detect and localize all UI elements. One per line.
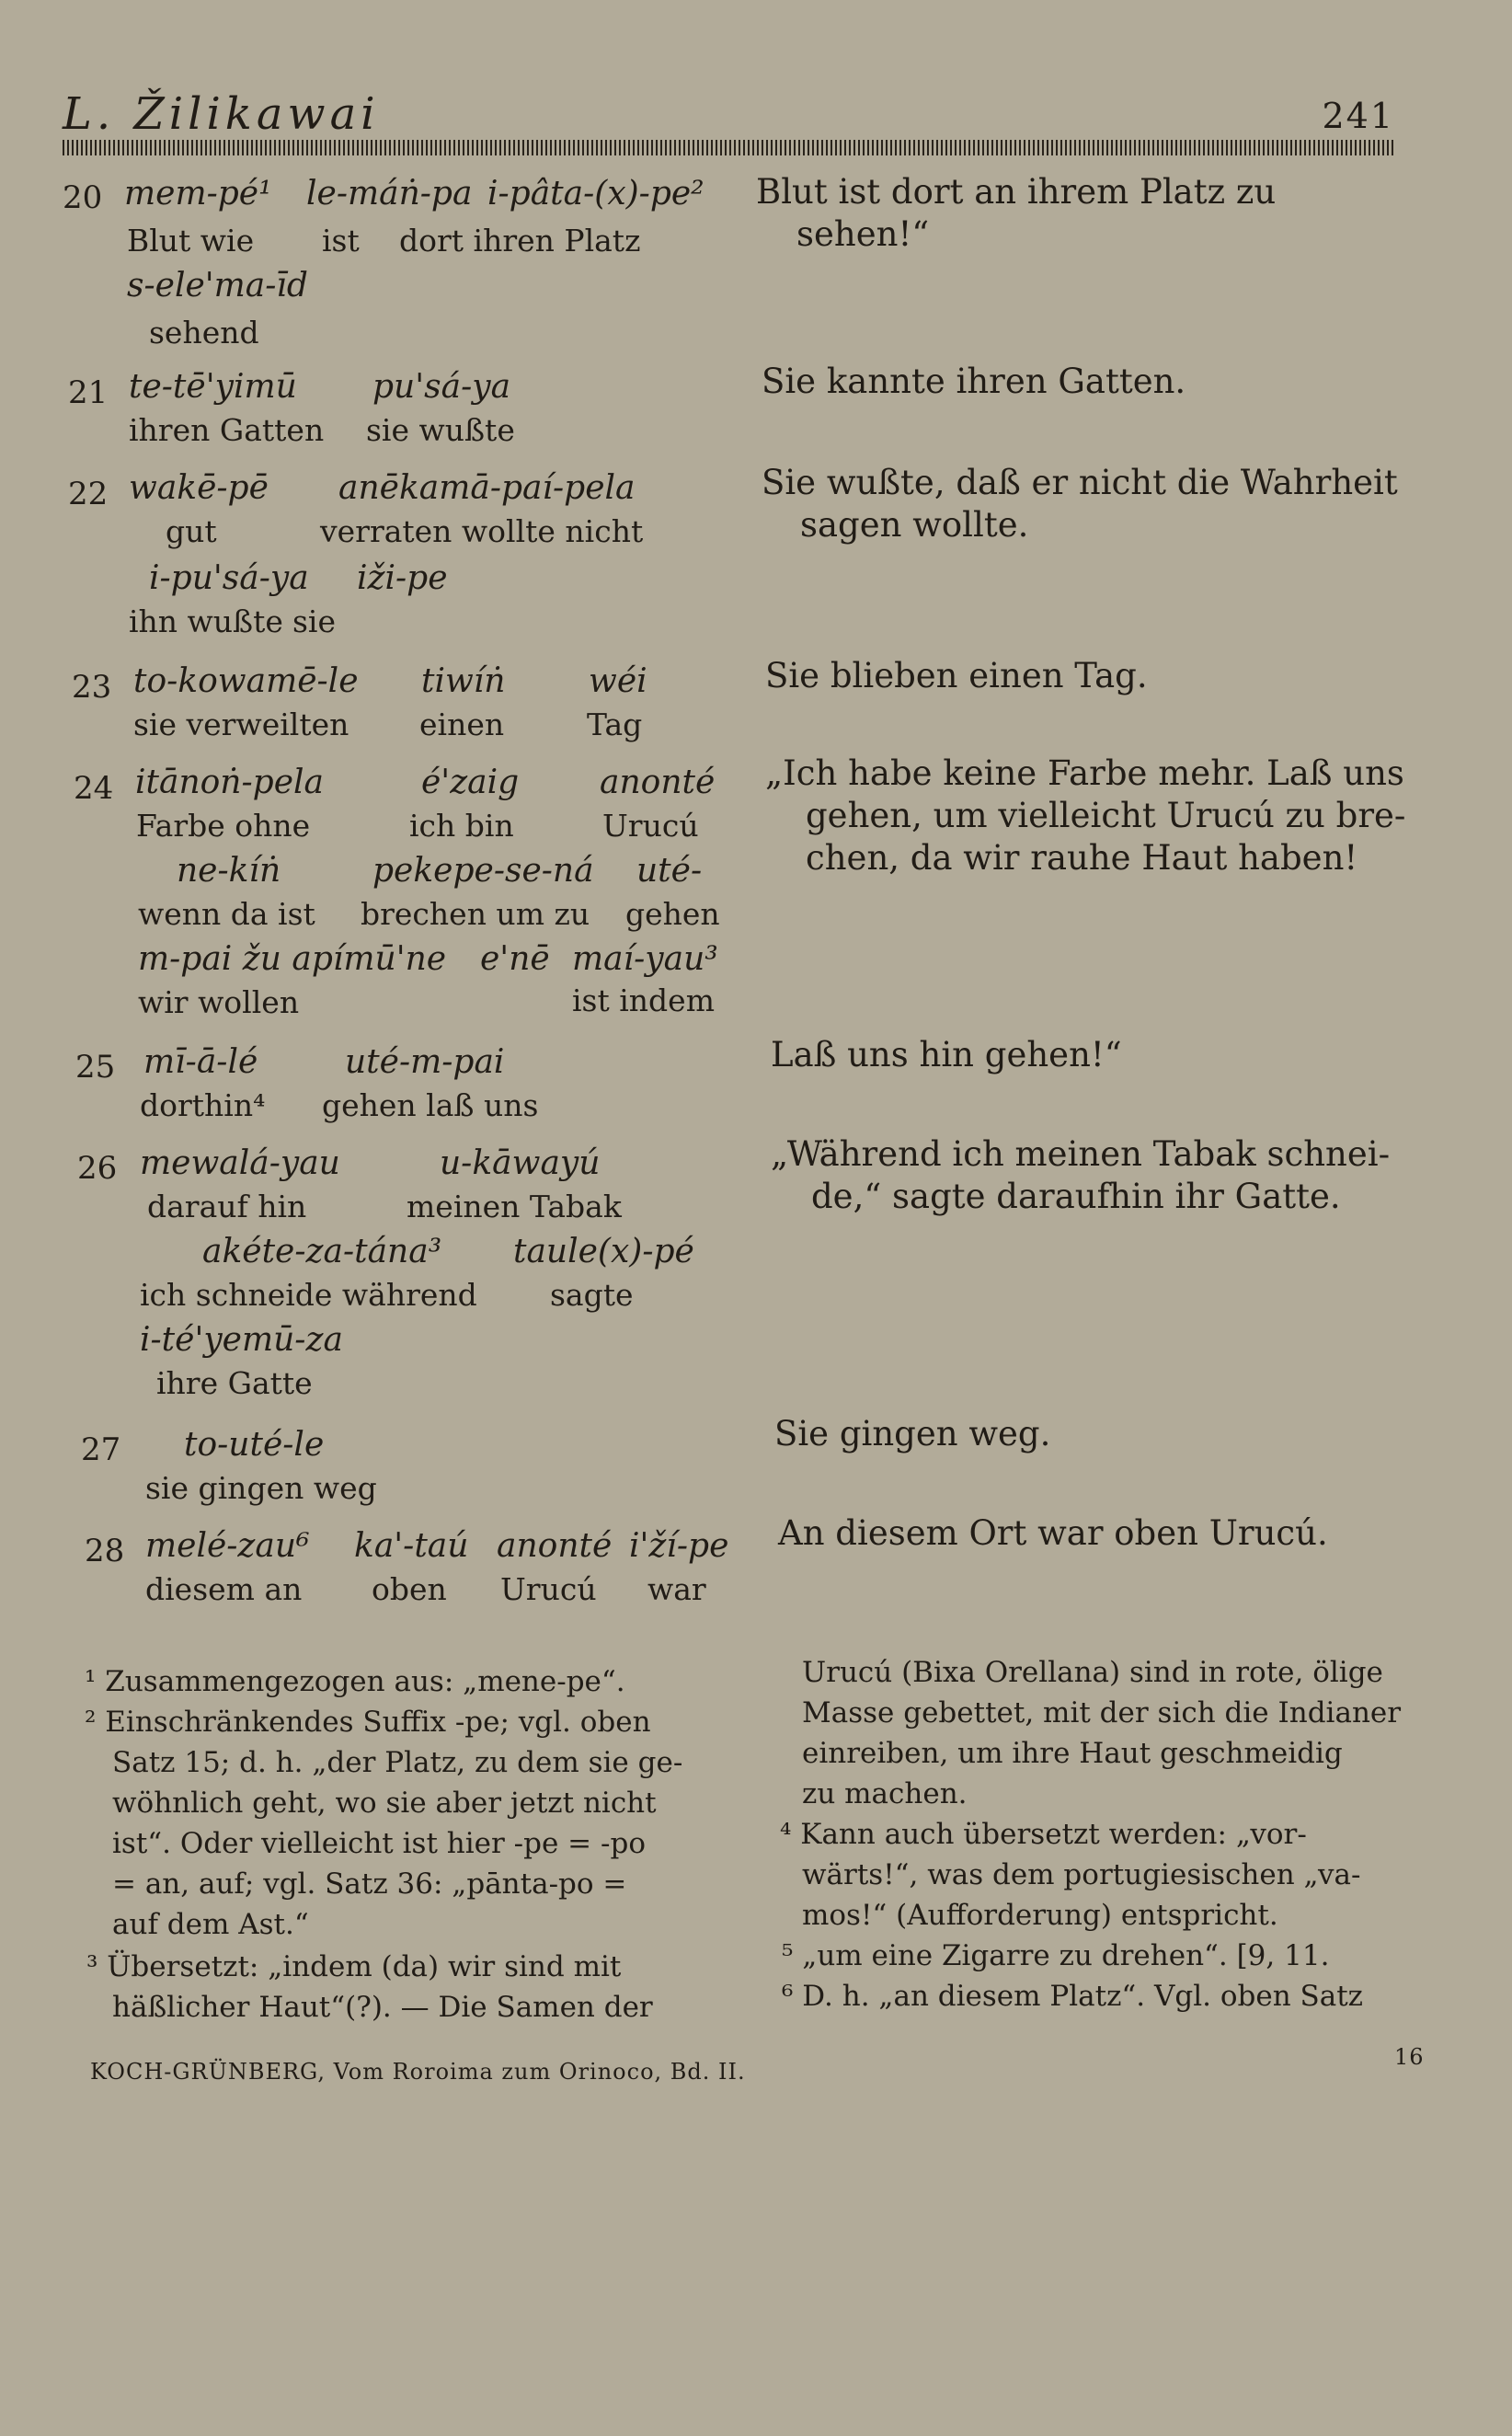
sentence-number: 23 <box>72 669 112 706</box>
native-word: i-pâta-(x)-pe² <box>487 175 704 213</box>
native-word: i-té'yemū-za <box>140 1321 343 1359</box>
native-word: i-pu'sá-ya <box>149 559 309 597</box>
native-word: u-kāwayú <box>440 1144 601 1182</box>
page-number: 241 <box>1322 96 1394 136</box>
gloss: sehend <box>149 315 259 350</box>
gloss: gehen laß uns <box>322 1087 539 1123</box>
gloss: dort ihren Platz <box>399 223 641 259</box>
sentence-number: 25 <box>75 1049 116 1086</box>
native-word: itānoṅ-pela <box>135 764 324 801</box>
native-word: taule(x)-pé <box>513 1233 694 1270</box>
footnote-line: ⁴ Kann auch übersetzt werden: „vor- <box>780 1818 1307 1851</box>
native-word: é'zaig <box>421 764 520 801</box>
gloss: ist <box>322 223 360 259</box>
native-word: to-kowamē-le <box>133 662 359 700</box>
translation-line: gehen, um vielleicht Urucú zu bre- <box>806 796 1406 835</box>
native-word: wéi <box>589 662 647 700</box>
translation-line: Sie kannte ihren Gatten. <box>762 362 1186 401</box>
gloss: sie <box>292 603 337 639</box>
native-word: uté-m-pai <box>345 1043 505 1081</box>
translation-line: sehen!“ <box>796 214 930 254</box>
native-word: melé-zau⁶ <box>145 1527 310 1565</box>
footnote-line: auf dem Ast.“ <box>112 1908 309 1941</box>
footnote-line: Satz 15; d. h. „der Platz, zu dem sie ge- <box>112 1746 683 1779</box>
gloss: verraten wollte nicht <box>320 513 644 549</box>
sentence-number: 26 <box>77 1150 118 1187</box>
header-rule <box>63 140 1396 155</box>
footnote-line: ist“. Oder vielleicht ist hier -pe = -po <box>112 1827 646 1860</box>
native-word: ka'-taú <box>354 1527 469 1565</box>
gloss: ihn wußte <box>129 603 283 639</box>
gloss: brechen um zu <box>361 896 590 932</box>
gloss: gehen <box>625 896 720 932</box>
footnote-line: ² Einschränkendes Suffix -pe; vgl. oben <box>85 1706 651 1739</box>
native-word: to-uté-le <box>184 1426 325 1464</box>
gloss: dorthin⁴ <box>140 1087 266 1123</box>
translation-line: de,“ sagte daraufhin ihr Gatte. <box>811 1177 1341 1216</box>
native-word: anonté <box>497 1527 613 1565</box>
native-word: le-máṅ-pa <box>306 175 473 213</box>
native-word: maí-yau³ <box>572 940 718 978</box>
translation-line: chen, da wir rauhe Haut haben! <box>806 838 1358 878</box>
gloss: wenn da ist <box>138 896 315 932</box>
footnote-line: häßlicher Haut“(?). — Die Samen der <box>112 1991 653 2024</box>
translation-line: Laß uns hin gehen!“ <box>771 1035 1122 1074</box>
gloss: ihren Gatten <box>129 412 325 448</box>
native-word: pu'sá-ya <box>372 368 511 406</box>
gloss: wir wollen <box>138 984 300 1020</box>
gloss: Tag <box>587 707 643 742</box>
gloss: sagte <box>550 1277 634 1313</box>
gloss: sie wußte <box>366 412 515 448</box>
translation-line: Sie gingen weg. <box>774 1414 1051 1454</box>
gloss: meinen Tabak <box>407 1189 622 1224</box>
gloss: ich bin <box>409 808 514 844</box>
gloss: war <box>647 1571 706 1607</box>
translation-line: Blut ist dort an ihrem Platz zu <box>756 172 1277 212</box>
native-word: mī-ā-lé <box>143 1043 258 1081</box>
native-word: s-ele'ma-īd <box>127 267 308 304</box>
gloss: sie verweilten <box>133 707 349 742</box>
signature-mark: 16 <box>1394 2044 1425 2070</box>
gloss: ihre Gatte <box>156 1365 313 1401</box>
footnote-line: wärts!“, was dem portugiesischen „va- <box>802 1858 1361 1891</box>
citation-footer: KOCH-GRÜNBERG, Vom Roroima zum Orinoco, Bd. II. <box>90 2059 746 2085</box>
footnote-line: mos!“ (Aufforderung) entspricht. <box>802 1899 1278 1932</box>
footnote-line: wöhnlich geht, wo sie aber jetzt nicht <box>112 1787 657 1820</box>
native-word: iži-pe <box>357 559 448 597</box>
footnote-line: einreiben, um ihre Haut geschmeidig <box>802 1737 1343 1770</box>
gloss: diesem an <box>145 1571 303 1607</box>
gloss: ich schneide während <box>140 1277 477 1313</box>
gloss: sie gingen weg <box>145 1470 377 1506</box>
footnote-line: Masse gebettet, mit der sich die Indianer <box>802 1696 1402 1729</box>
footnote-line: = an, auf; vgl. Satz 36: „pānta-po = <box>112 1867 627 1901</box>
sentence-number: 22 <box>68 476 109 512</box>
footnote-line: ³ Übersetzt: „indem (da) wir sind mit <box>86 1950 622 1983</box>
sentence-number: 24 <box>74 770 114 807</box>
translation-line: sagen wollte. <box>800 505 1029 545</box>
gloss: Blut wie <box>127 223 255 259</box>
native-word: i'ží-pe <box>629 1527 729 1565</box>
footnote-line: ⁵ „um eine Zigarre zu drehen“. [9, 11. <box>782 1939 1330 1972</box>
sentence-number: 28 <box>85 1533 125 1569</box>
translation-line: Sie wußte, daß er nicht die Wahrheit <box>762 463 1398 502</box>
sentence-number: 27 <box>81 1431 121 1468</box>
running-head-author: L. Žilikawai <box>63 88 380 140</box>
native-word: anēkamā-paí-pela <box>338 469 636 507</box>
native-word: tiwíṅ <box>421 662 506 700</box>
native-word: te-tē'yimū <box>129 368 297 406</box>
translation-line: „Während ich meinen Tabak schnei- <box>771 1134 1391 1174</box>
translation-line: „Ich habe keine Farbe mehr. Laß uns <box>765 753 1404 793</box>
native-word: pekepe-se-ná <box>372 852 594 890</box>
native-word: uté- <box>636 852 703 890</box>
native-word: mewalá-yau <box>140 1144 340 1182</box>
native-word: akéte-za-tána³ <box>202 1233 442 1270</box>
footnote-line: ¹ Zusammengezogen aus: „mene-pe“. <box>85 1665 625 1698</box>
gloss: oben <box>372 1571 447 1607</box>
translation-line: Sie blieben einen Tag. <box>765 656 1148 695</box>
gloss: Urucú <box>500 1571 597 1607</box>
sentence-number: 20 <box>63 179 103 216</box>
gloss: Farbe ohne <box>136 808 311 844</box>
translation-line: An diesem Ort war oben Urucú. <box>778 1513 1328 1553</box>
native-word: ne-kíṅ <box>177 852 281 890</box>
footnote-line: zu machen. <box>802 1777 968 1810</box>
sentence-number: 21 <box>68 374 109 411</box>
footnote-line: ⁶ D. h. „an diesem Platz“. Vgl. oben Satz <box>782 1980 1364 2013</box>
gloss: gut <box>166 513 217 549</box>
native-word: wakē-pē <box>129 469 269 507</box>
gloss: einen <box>419 707 505 742</box>
gloss: Urucú <box>602 808 699 844</box>
gloss: darauf hin <box>147 1189 307 1224</box>
native-word: anonté <box>600 764 716 801</box>
footnote-line: Urucú (Bixa Orellana) sind in rote, ölige <box>802 1656 1383 1689</box>
native-word: mem-pé¹ <box>124 175 272 213</box>
gloss: ist indem <box>572 982 715 1018</box>
native-word: m-pai žu apímū'ne <box>138 940 447 978</box>
native-word: e'nē <box>480 940 550 978</box>
